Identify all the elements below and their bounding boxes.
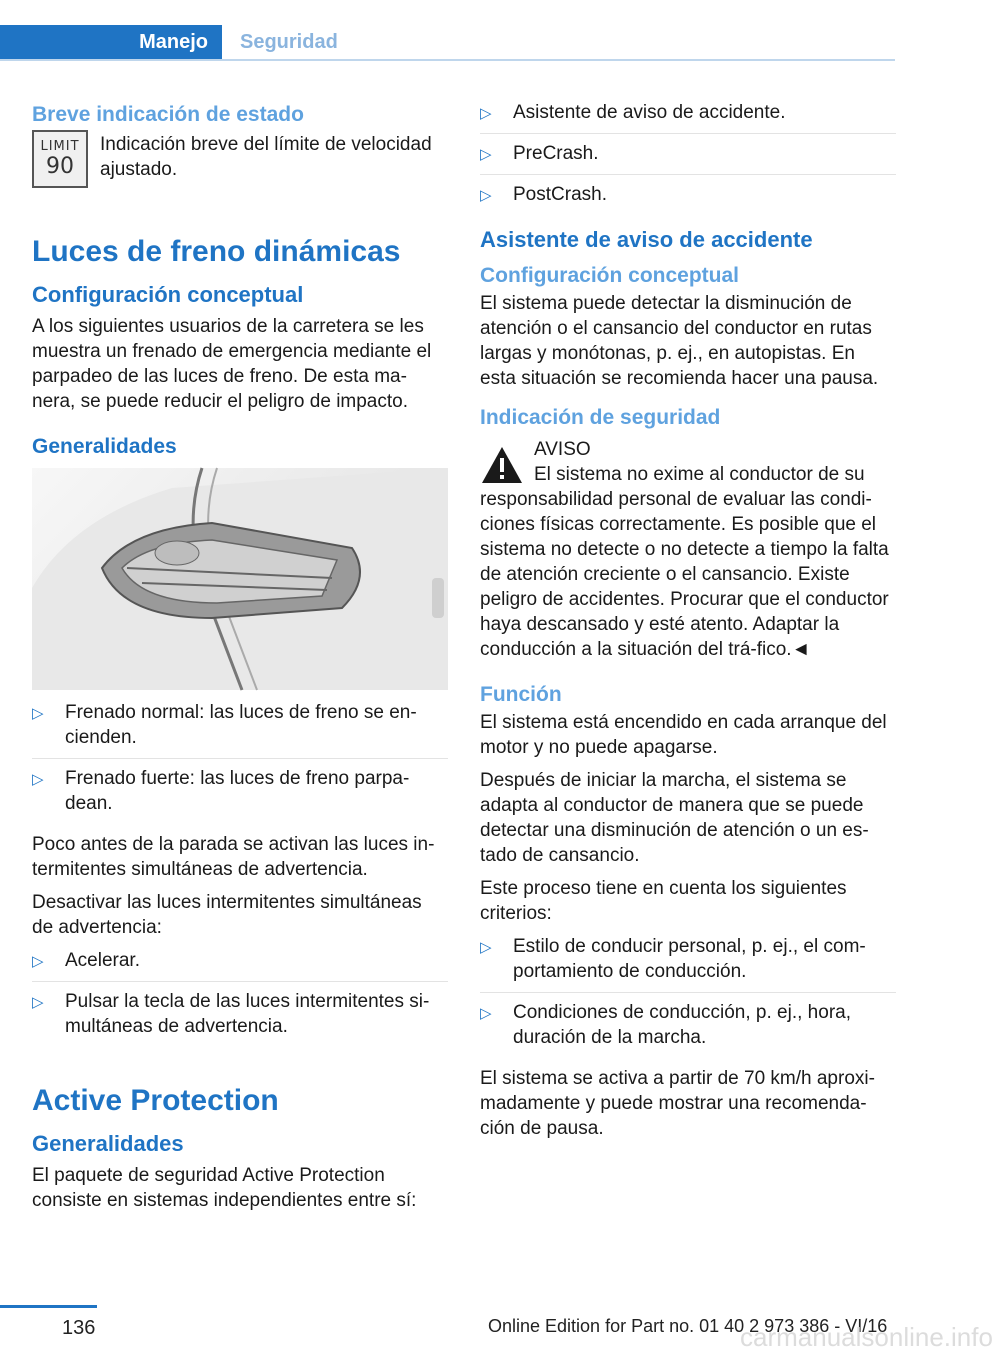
list-item-text: Frenado normal: las luces de freno se en‐cienden. [65,702,417,748]
speed-limit-icon [32,130,88,188]
triangle-bullet-icon: ▷ [480,939,492,956]
status-row [32,130,448,190]
list-item-text: PreCrash. [513,143,599,164]
taillight-illustration [32,468,448,690]
triangle-bullet-icon: ▷ [32,705,44,722]
active-protection-title: Active Protection [32,1084,279,1117]
concept-text-right: El sistema puede detectar la disminución de atención o el cansancio del conductor en rutas largas y monótonas, p. ej., en autopistas. En esta situación se recomienda hacer una pausa. [480,293,879,389]
list-item-text: Asistente de aviso de accidente. [513,102,786,123]
warning-label: AVISO [534,439,591,460]
footer-accent-line [0,1305,97,1308]
watermark: carmanualsonline.info [740,1322,993,1352]
function-heading: Función [480,683,562,706]
list-item [32,700,448,758]
deactivate-text: Desactivar las luces intermitentes simultáneas de advertencia: [32,892,422,938]
list-item [32,948,448,981]
list-item [480,934,896,992]
left-column [32,100,448,1221]
list-item [32,981,448,1047]
edition-label: Online Edition for Part no. 01 40 2 973 386 - VI/16 [488,1316,888,1336]
ap-text: El paquete de seguridad Active Protection consiste en sistemas independientes entre sí: [32,1165,417,1211]
assist-heading: Asistente de aviso de accidente [480,227,813,252]
brake-lights-title: Luces de freno dinámicas [32,235,401,268]
criteria-list [480,934,896,1058]
warning-block [480,437,896,662]
triangle-bullet-icon: ▷ [480,146,492,163]
concept-heading-right: Configuración conceptual [480,264,740,287]
warning-text: El sistema no exime al conductor de su responsabilidad personal de evaluar las condi‐ciones físicas correctamente. Es posible que el sistema no detecte o no detecte a tiempo la falta de atención creciente o el cansancio. Existe peligro de accidentes. Procurar que el conductor haya descansado y esté atento. Adaptar la conducción a la situación del trá‐fico.◄ [480,464,889,660]
limit-icon-label: LIMIT [40,139,80,154]
triangle-bullet-icon: ▷ [480,105,492,122]
deactivate-list [32,948,448,1047]
list-item [480,100,896,133]
function-text-3: Este proceso tiene en cuenta los siguientes criterios: [480,878,847,924]
systems-list [480,100,896,215]
list-item-text: Frenado fuerte: las luces de freno parpa‐dean. [65,768,410,814]
header-divider [0,59,895,61]
function-text-4: El sistema se activa a partir de 70 km/h aproxi‐madamente y puede mostrar una recomenda‐ción de pausa. [480,1068,875,1139]
concept-heading: Configuración conceptual [32,282,304,307]
triangle-bullet-icon: ▷ [480,1005,492,1022]
list-item-text: Estilo de conducir personal, p. ej., el com‐portamiento de conducción. [513,936,866,982]
tab-seguridad[interactable]: Seguridad [240,30,338,53]
triangle-bullet-icon: ▷ [32,953,44,970]
list-item [32,758,448,824]
function-text-1: El sistema está encendido en cada arranque del motor y no puede apagarse. [480,712,887,758]
list-item [480,133,896,174]
list-item-text: Pulsar la tecla de las luces intermitentes si‐multáneas de advertencia. [65,991,430,1037]
function-text-2: Después de iniciar la marcha, el sistema se adapta al conductor de manera que se puede detectar una disminución de atención o un es‐tado de cansancio. [480,770,869,866]
brake-mode-list [32,700,448,824]
triangle-bullet-icon: ▷ [480,187,492,204]
right-column [480,100,896,1149]
triangle-bullet-icon: ▷ [32,994,44,1011]
list-item-text: PostCrash. [513,184,607,205]
triangle-bullet-icon: ▷ [32,771,44,788]
status-text: Indicación breve del límite de velocidad ajustado. [100,134,432,180]
ap-general-heading: Generalidades [32,1131,184,1156]
list-item-text: Condiciones de conducción, p. ej., hora, duración de la marcha. [513,1002,851,1048]
hazard-text: Poco antes de la parada se activan las luces in‐termitentes simultáneas de advertencia. [32,834,435,880]
list-item [480,174,896,215]
brake-light-image [32,468,448,690]
limit-icon-value: 90 [46,154,74,179]
list-item [480,992,896,1058]
status-heading: Breve indicación de estado [32,103,304,126]
tab-manejo[interactable]: Manejo [0,25,222,59]
warning-triangle-icon [480,445,524,485]
safety-heading: Indicación de seguridad [480,406,721,429]
header-bar [0,25,895,61]
list-item-text: Acelerar. [65,950,140,971]
concept-text: A los siguientes usuarios de la carretera se les muestra un frenado de emergencia mediante el parpadeo de las luces de freno. De esta ma‐nera, se puede reducir el peligro de impacto. [32,316,432,412]
general-heading: Generalidades [32,435,177,458]
page-number: 136 [62,1317,96,1339]
